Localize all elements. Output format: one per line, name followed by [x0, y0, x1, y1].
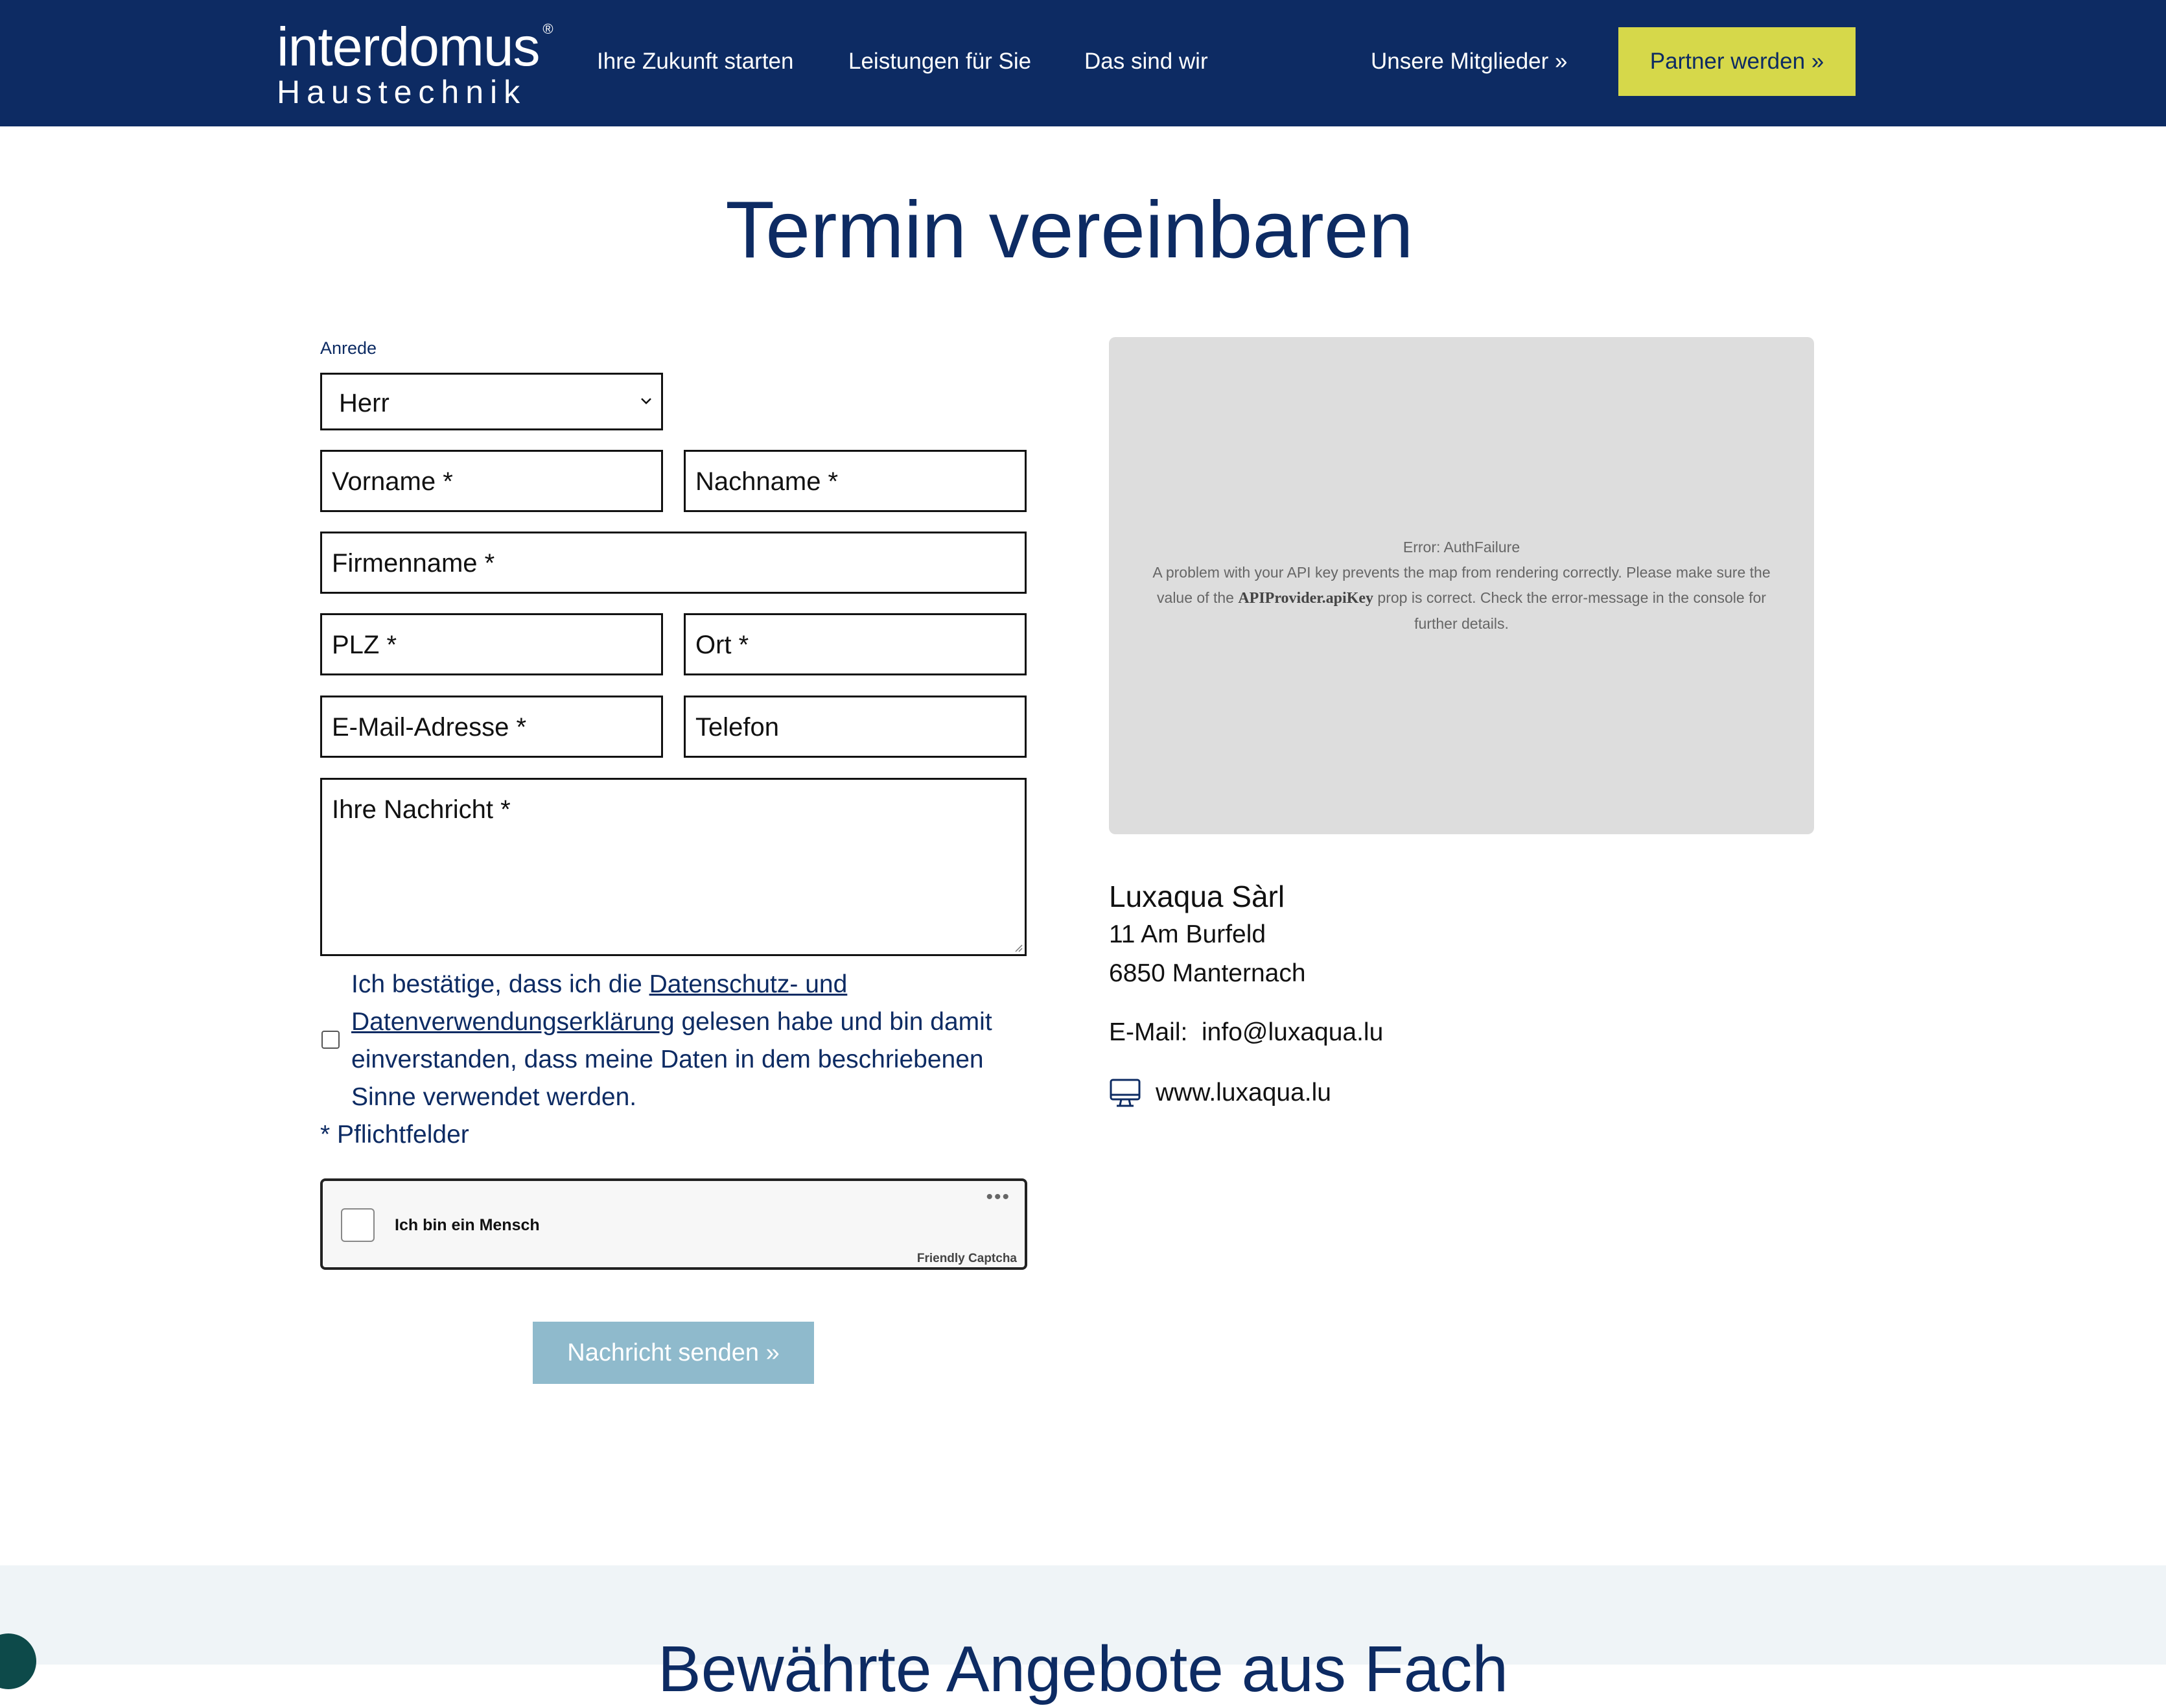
logo-subtitle: Haustechnik: [277, 74, 527, 110]
required-fields-note: * Pflichtfelder: [320, 1121, 469, 1149]
privacy-policy-link[interactable]: Datenschutz- und Datenverwendungserklärung: [351, 970, 848, 1036]
zip-placeholder: PLZ *: [332, 631, 397, 659]
message-textarea[interactable]: [320, 778, 1027, 956]
map-error-message: [1135, 535, 1788, 637]
email-label: E-Mail:: [1109, 1018, 1188, 1046]
company-name: Luxaqua Sàrl: [1109, 880, 1285, 913]
website-link[interactable]: www.luxaqua.lu: [1156, 1079, 1331, 1106]
company-placeholder: Firmenname *: [332, 549, 495, 578]
email-row: [1109, 1016, 1383, 1049]
nav-mitglieder[interactable]: Unsere Mitglieder »: [1371, 49, 1568, 74]
captcha-brand[interactable]: Friendly Captcha: [916, 1252, 1017, 1265]
last-name-field[interactable]: [684, 450, 1027, 512]
logo-registered-mark: ®: [542, 21, 553, 37]
salutation-select[interactable]: [320, 373, 663, 430]
partner-werden-button[interactable]: Partner werden »: [1618, 27, 1856, 96]
chevron-down-icon: [638, 392, 655, 411]
map-error-title: Error: AuthFailure: [1403, 539, 1520, 556]
logo-wordmark: [277, 16, 553, 77]
captcha-widget: [320, 1178, 1027, 1270]
salutation-label: Anrede: [320, 338, 377, 358]
submit-button[interactable]: Nachricht senden »: [533, 1322, 814, 1384]
first-name-field[interactable]: [320, 450, 663, 512]
city-placeholder: Ort *: [695, 631, 749, 659]
captcha-checkbox[interactable]: [341, 1208, 375, 1242]
site-header: [0, 0, 2166, 126]
resize-grip-icon[interactable]: [1014, 943, 1023, 952]
company-field[interactable]: [320, 532, 1027, 594]
monitor-icon: [1109, 1077, 1141, 1108]
map-error-text-after: prop is correct. Check the error-message in the console for further details.: [1373, 589, 1766, 632]
captcha-label: Ich bin ein Mensch: [395, 1216, 540, 1234]
city-field[interactable]: [684, 613, 1027, 675]
nav-leistungen[interactable]: Leistungen für Sie: [848, 49, 1032, 74]
map-error-text-before: A problem with your API key prevents the map from rendering correctly. Please make sure the value of the: [1152, 564, 1771, 606]
map-error-code: APIProvider.apiKey: [1238, 590, 1374, 607]
email-placeholder: E-Mail-Adresse *: [332, 713, 527, 742]
zip-field[interactable]: [320, 613, 663, 675]
page-title: Termin vereinbaren: [725, 185, 1414, 275]
phone-placeholder: Telefon: [695, 713, 779, 742]
first-name-placeholder: Vorname *: [332, 467, 453, 496]
consent-checkbox[interactable]: [321, 1031, 340, 1049]
map-error-body: [1135, 560, 1788, 637]
consent-text-after: gelesen habe und bin damit einverstanden, dass meine Daten in dem beschriebenen Sinne verwendet werden.: [351, 1008, 992, 1111]
footer-heading: Bewährte Angebote aus Fach: [658, 1633, 1509, 1705]
salutation-value: Herr: [339, 389, 390, 417]
map-placeholder: [1109, 337, 1814, 834]
nav-das-sind-wir[interactable]: Das sind wir: [1084, 49, 1208, 74]
message-placeholder: Ihre Nachricht *: [332, 795, 511, 824]
more-options-icon[interactable]: •••: [986, 1186, 1010, 1208]
address-street: 11 Am Burfeld: [1109, 920, 1266, 948]
email-field[interactable]: [320, 696, 663, 758]
last-name-placeholder: Nachname *: [695, 467, 839, 496]
address-city: 6850 Manternach: [1109, 959, 1306, 987]
consent-text: [351, 966, 1032, 1116]
email-link[interactable]: info@luxaqua.lu: [1202, 1018, 1384, 1046]
phone-field[interactable]: [684, 696, 1027, 758]
consent-text-before: Ich bestätige, dass ich die: [351, 970, 649, 998]
logo-text: interdomus: [277, 16, 540, 77]
nav-ihre-zukunft[interactable]: Ihre Zukunft starten: [597, 49, 794, 74]
logo[interactable]: [277, 16, 553, 110]
